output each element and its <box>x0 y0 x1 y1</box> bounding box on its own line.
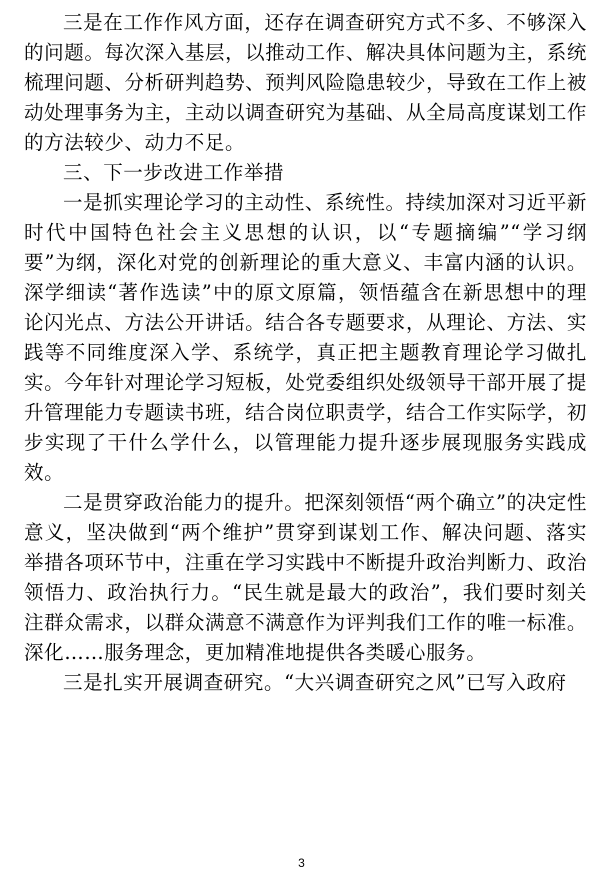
paragraph-research: 三是扎实开展调查研究。“大兴调查研究之风”已写入政府 <box>63 671 567 694</box>
page-number: 3 <box>298 856 305 870</box>
paragraph-theory-study: 一是抓实理论学习的主动性、系统性。持续加深对习近平新时代中国特色社会主义思想的认识，以“专题摘编”“学习纲要”为纲，深化对党的创新理论的重大意义、丰富内涵的认识。深学细读“著作选读”中的原文原篇，领悟蕴含在新思想中的理论闪光点、方法公开讲话。结合各专题要求，从理论、方法、实践等不同维度深入学、系统学，真正把主题教育理论学习做扎实。今年针对理论学习短板，处党委组织处级领导干部开展了提升管理能力专题读书班，结合岗位职责学，结合工作实际学，初步实现了干什么学什么，以管理能力提升逐步展现服务实践成效。 <box>24 191 587 484</box>
paragraph-work-style-issue: 三是在工作作风方面，还存在调查研究方式不多、不够深入的问题。每次深入基层，以推动工作、解决具体问题为主，系统梳理问题、分析研判趋势、预判风险隐患较少，导致在工作上被动处理事务为主，主动以调查研究为基础、从全局高度谋划工作的方法较少、动力不足。 <box>24 11 587 154</box>
section-heading-next-steps: 三、下一步改进工作举措 <box>63 161 285 184</box>
paragraph-political-ability: 二是贯穿政治能力的提升。把深刻领悟“两个确立”的决定性意义，坚决做到“两个维护”贯穿到谋划工作、解决问题、落实举措各项环节中，注重在学习实践中不断提升政治判断力、政治领悟力、政治执行力。“民生就是最大的政治”，我们要时刻关注群众需求，以群众满意不满意作为评判我们工作的唯一标准。深化……服务理念，更加精准地提供各类暖心服务。 <box>24 491 587 664</box>
